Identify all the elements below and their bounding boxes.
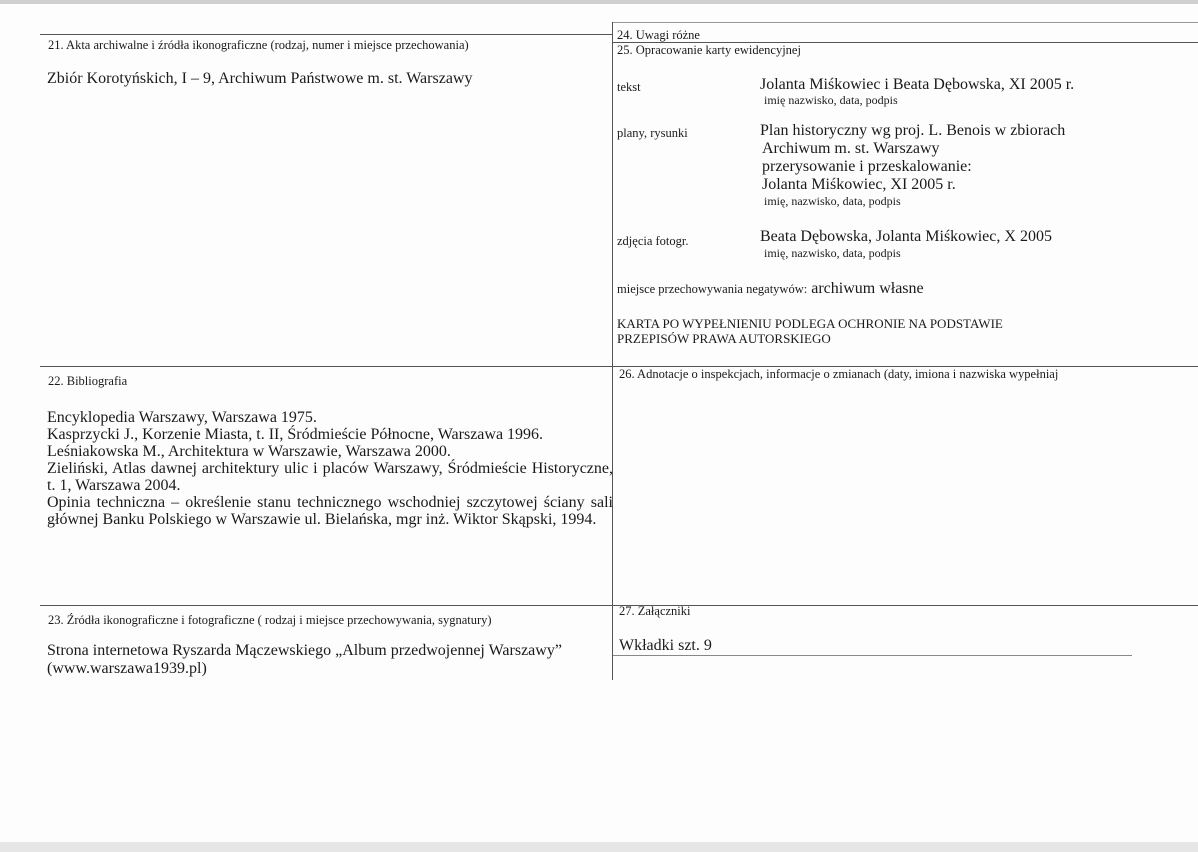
- negatywy-label: miejsce przechowywania negatywów:: [617, 282, 808, 296]
- tekst-note: imię nazwisko, data, podpis: [764, 93, 898, 107]
- notice-line: KARTA PO WYPEŁNIENIU PODLEGA OCHRONIE NA PODSTAWIE: [617, 316, 1003, 331]
- bibliography-item: Leśniakowska M., Architektura w Warszawie, Warszawa 2000.: [47, 443, 451, 460]
- section-27-text: Wkładki szt. 9: [619, 637, 712, 654]
- section-21-header: 21. Akta archiwalne i źródła ikonograficzne (rodzaj, numer i miejsce przechowania): [48, 38, 469, 52]
- bibliography-item: Opinia techniczna – określenie stanu technicznego wschodniej szczytowej ściany sali głównej Banku Polskiego w Warszawie ul. Bielańska, mgr inż. Wiktor Skąpski, 1994.: [47, 494, 613, 528]
- rule-27-bottom: [612, 655, 1132, 656]
- scan-edge-bottom: [0, 842, 1198, 852]
- rule-24-top: [612, 22, 1198, 23]
- section-23-header: 23. Źródła ikonograficzne i fotograficzne ( rodzaj i miejsce przechowywania, sygnatury): [48, 613, 492, 627]
- plany-note: imię, nazwisko, data, podpis: [764, 194, 901, 208]
- bibliography-item: Encyklopedia Warszawy, Warszawa 1975.: [47, 409, 317, 426]
- plany-line: przerysowanie i przeskalowanie:: [762, 158, 972, 175]
- section-27-header: 27. Załączniki: [619, 604, 691, 618]
- section-26-header: 26. Adnotacje o inspekcjach, informacje o zmianach (daty, imiona i nazwiska wypełniaj: [619, 367, 1059, 381]
- notice-line: PRZEPISÓW PRAWA AUTORSKIEGO: [617, 331, 831, 346]
- zdjecia-value: Beata Dębowska, Jolanta Miśkowiec, X 2005: [760, 228, 1052, 245]
- plany-label: plany, rysunki: [617, 126, 688, 140]
- section-21-text: Zbiór Korotyńskich, I – 9, Archiwum Państwowe m. st. Warszawy: [47, 70, 473, 87]
- section-23-line: Strona internetowa Ryszarda Mączewskiego „Album przedwojennej Warszawy”: [47, 642, 562, 659]
- negatywy-row: [617, 280, 924, 298]
- section-23-line: (www.warszawa1939.pl): [47, 660, 207, 677]
- rule-21-top: [40, 34, 612, 35]
- column-divider: [612, 22, 613, 680]
- section-22-header: 22. Bibliografia: [48, 374, 128, 388]
- plany-line: Jolanta Miśkowiec, XI 2005 r.: [762, 176, 956, 193]
- bibliography-item: Zieliński, Atlas dawnej architektury ulic i placów Warszawy, Śródmieście Historyczne, t. 1, Warszawa 2004.: [47, 460, 613, 494]
- plany-line: Archiwum m. st. Warszawy: [762, 140, 940, 157]
- tekst-label: tekst: [617, 80, 641, 94]
- negatywy-value: archiwum własne: [811, 280, 924, 297]
- tekst-value: Jolanta Miśkowiec i Beata Dębowska, XI 2005 r.: [760, 76, 1075, 93]
- section-24-header: 24. Uwagi różne: [617, 28, 700, 42]
- zdjecia-label: zdjęcia fotogr.: [617, 234, 689, 248]
- scan-edge: [0, 0, 1198, 4]
- bibliography-list: [47, 409, 613, 528]
- plany-line: Plan historyczny wg proj. L. Benois w zbiorach: [760, 122, 1066, 139]
- bibliography-item: Kasprzycki J., Korzenie Miasta, t. II, Śródmieście Północne, Warszawa 1996.: [47, 426, 544, 443]
- zdjecia-note: imię, nazwisko, data, podpis: [764, 246, 901, 260]
- section-25-header: 25. Opracowanie karty ewidencyjnej: [617, 43, 801, 57]
